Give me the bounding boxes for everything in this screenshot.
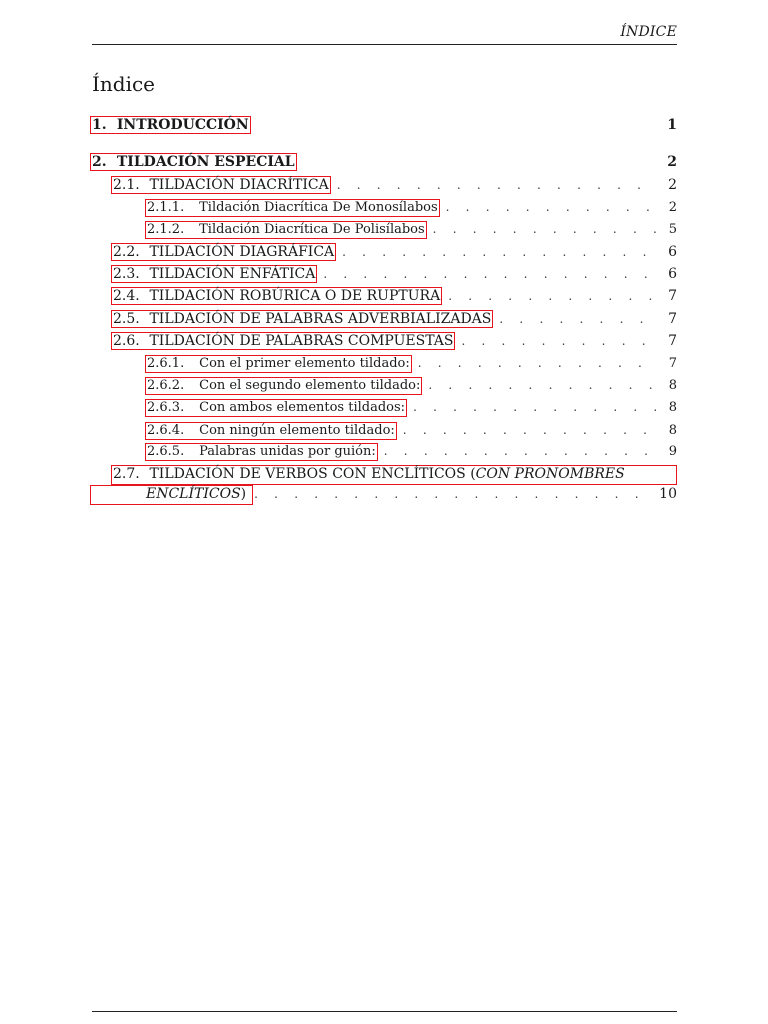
toc-link-2-3[interactable] — [111, 265, 317, 283]
toc-leader-dots — [433, 222, 657, 236]
toc-subsection-2-6-5 — [145, 443, 677, 461]
toc-title-italic: ENCLÍTICOS — [146, 486, 241, 502]
toc-page-number: 2 — [668, 177, 677, 193]
toc-section-2-6 — [111, 332, 677, 350]
toc-leader-dots — [337, 178, 657, 192]
toc-page-number: 10 — [659, 486, 677, 502]
toc-subsection-2-1-2 — [145, 221, 677, 239]
toc-link-2-6-1[interactable] — [145, 355, 412, 373]
toc-title: Tildación Diacrítica De Polisílabos — [199, 222, 425, 237]
toc-page-number: 8 — [668, 423, 677, 438]
toc-chapter-tildacion-especial — [90, 153, 677, 171]
toc-title: TILDACIÓN DIACRÍTICA — [149, 177, 329, 193]
toc-title: TILDACIÓN ESPECIAL — [116, 154, 295, 170]
toc-title: TILDACIÓN ENFÁTICA — [149, 266, 316, 282]
toc-page-number: 2 — [668, 200, 677, 215]
toc-number: 2.6. — [113, 333, 140, 349]
toc-title: TILDACIÓN ROBÚRICA O DE RUPTURA — [149, 288, 441, 304]
toc-title-close: ) — [240, 486, 247, 502]
toc-title: TILDACIÓN DIAGRÁFICA — [149, 244, 335, 260]
toc-title-line1 — [113, 466, 625, 482]
toc-chapter-introduccion — [90, 116, 677, 134]
toc-subsection-2-1-1 — [145, 199, 677, 217]
toc-link-2-6[interactable] — [111, 332, 455, 350]
toc-number: 2.1.2. — [147, 222, 185, 237]
toc-link-2-1-1[interactable] — [145, 199, 440, 217]
toc-leader-dots — [384, 444, 657, 458]
toc-link-2-1-2[interactable] — [145, 221, 427, 239]
toc-leader-dots — [418, 356, 657, 370]
toc-page-number: 7 — [668, 311, 677, 327]
toc-link-introduccion[interactable] — [90, 116, 251, 134]
running-header-title: ÍNDICE — [620, 24, 677, 40]
toc-link-2-6-4[interactable] — [145, 422, 397, 440]
toc-subsection-2-6-4 — [145, 422, 677, 440]
toc-section-2-2 — [111, 243, 677, 261]
toc-number: 2.6.4. — [147, 423, 185, 438]
toc-subsection-2-6-3 — [145, 399, 677, 417]
toc-number: 2.5. — [113, 311, 140, 327]
toc-leader-dots — [254, 487, 653, 501]
toc-number: 2.3. — [113, 266, 140, 282]
toc-leader-dots — [323, 267, 657, 281]
toc-section-2-7 — [111, 463, 677, 507]
toc-page-number: 8 — [668, 400, 677, 415]
toc-leader-dots — [446, 200, 657, 214]
toc-number: 1. — [92, 117, 107, 133]
toc-subsection-2-6-2 — [145, 377, 677, 395]
toc-title: INTRODUCCIÓN — [116, 117, 249, 133]
toc-subsection-2-6-1 — [145, 355, 677, 373]
toc-link-2-6-5[interactable] — [145, 443, 378, 461]
toc-page-number: 7 — [668, 333, 677, 349]
toc-page-number: 7 — [668, 288, 677, 304]
toc-leader-dots — [448, 289, 657, 303]
toc-leader-dots — [428, 378, 657, 392]
toc-title-line2 — [146, 486, 677, 502]
toc-leader-dots — [342, 245, 657, 259]
toc-number: 2.6.2. — [147, 378, 185, 393]
toc-number: 2.6.3. — [147, 400, 185, 415]
toc-link-2-2[interactable] — [111, 243, 336, 261]
toc-leader-dots — [403, 423, 657, 437]
toc-leader-dots — [461, 334, 657, 348]
toc-number: 2.1. — [113, 177, 140, 193]
toc-number: 2.1.1. — [147, 200, 185, 215]
toc-page-number: 8 — [668, 378, 677, 393]
toc-section-2-1 — [111, 176, 677, 194]
toc-number: 2.2. — [113, 244, 140, 260]
toc-title: Con el primer elemento tildado: — [199, 356, 410, 371]
toc-page-number: 6 — [668, 266, 677, 282]
page-title: Índice — [92, 72, 156, 96]
toc-page-number: 6 — [668, 244, 677, 260]
toc-section-2-5 — [111, 310, 677, 328]
running-header — [92, 22, 677, 45]
toc-title: Con ningún elemento tildado: — [199, 423, 395, 438]
toc-number: 2.6.1. — [147, 356, 185, 371]
toc-link-tildacion-especial[interactable] — [90, 153, 297, 171]
toc-number: 2. — [92, 154, 107, 170]
toc-link-2-1[interactable] — [111, 176, 331, 194]
toc-title: TILDACIÓN DE PALABRAS COMPUESTAS — [149, 333, 454, 349]
toc-page-number: 2 — [667, 154, 677, 170]
toc-number: 2.7. — [113, 466, 140, 482]
toc-title: TILDACIÓN DE VERBOS CON ENCLÍTICOS ( — [149, 466, 476, 482]
toc-title: Con ambos elementos tildados: — [199, 400, 406, 415]
footer-rule — [92, 1011, 677, 1012]
toc-section-2-4 — [111, 287, 677, 305]
toc-title-italic: CON PRONOMBRES — [475, 466, 625, 482]
toc-section-2-3 — [111, 265, 677, 283]
toc-title: Con el segundo elemento tildado: — [199, 378, 421, 393]
toc-title: TILDACIÓN DE PALABRAS ADVERBIALIZADAS — [149, 311, 492, 327]
toc-link-2-4[interactable] — [111, 287, 442, 305]
toc-link-2-6-3[interactable] — [145, 399, 407, 417]
toc-link-2-6-2[interactable] — [145, 377, 422, 395]
toc-page-number: 9 — [668, 444, 677, 459]
toc-leader-dots — [499, 312, 657, 326]
toc-title: Palabras unidas por guión: — [199, 444, 376, 459]
toc-leader-dots — [413, 400, 657, 414]
toc-number: 2.6.5. — [147, 444, 185, 459]
toc-title: Tildación Diacrítica De Monosílabos — [199, 200, 438, 215]
toc-page-number: 5 — [668, 222, 677, 237]
toc-link-2-5[interactable] — [111, 310, 493, 328]
toc-page-number: 7 — [668, 356, 677, 371]
toc-page-number: 1 — [667, 117, 677, 133]
toc-number: 2.4. — [113, 288, 140, 304]
